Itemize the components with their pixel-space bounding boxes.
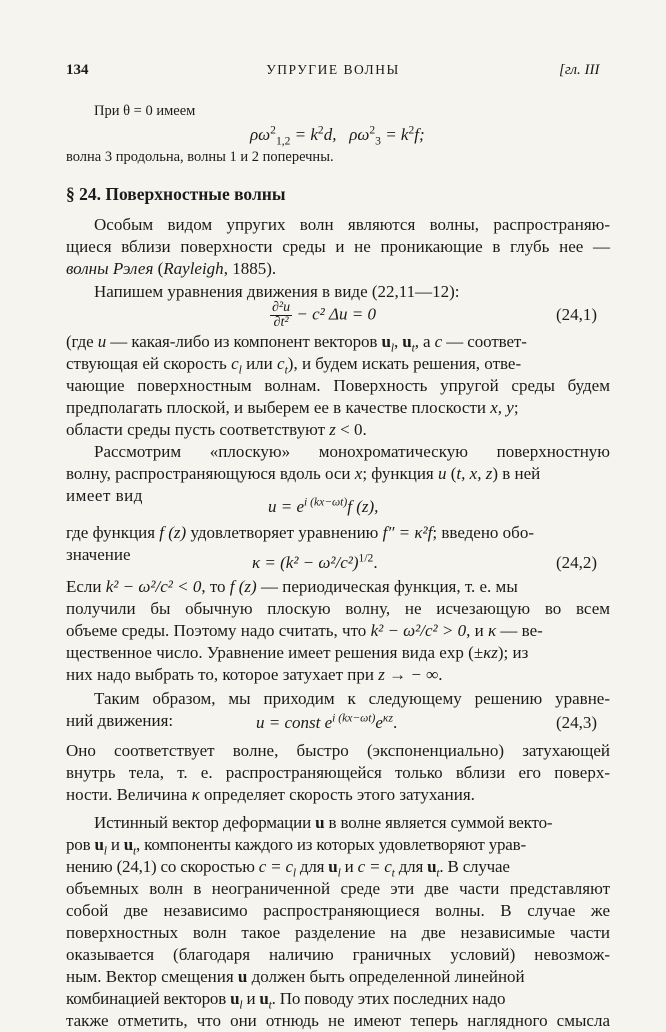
m: t [133,844,137,858]
m: κ = (k² − ω²/c²) [252,553,359,572]
t: , а [414,332,435,351]
t: комбинацией векторов [66,989,231,1008]
m: t [268,998,272,1012]
m: f (z) [159,523,187,542]
intro-line-3: волна 3 продольна, волны 1 и 2 поперечны. [66,149,334,165]
p1-line-3 [66,258,276,280]
p3-line-4 [66,397,519,419]
t: Если [66,577,106,596]
label-24-2: (24,2) [556,553,598,572]
rayleigh-latin: Rayleigh [163,259,224,278]
m: i (kx−ωt) [304,495,348,509]
t: ), и будем искать решения, отве- [287,354,522,373]
m: c [231,354,239,373]
p6-line-4 [66,642,528,664]
m: κ [191,785,200,804]
p9-line-8 [66,966,525,988]
t: — соответ- [442,332,527,351]
t: . [438,665,443,684]
p4-line-1: Рассмотрим «плоскую» монохроматическую поверхностную [94,442,610,461]
p3-line-1 [66,331,527,353]
p6-line-5 [66,664,442,686]
page-number: 134 [66,62,89,78]
m: t [436,866,440,880]
t: в волне является суммой векто- [324,813,553,832]
t: ности. Величина [66,785,192,804]
p9-line-5: собой две независимо распространяющиеся волны. В случае же [66,901,610,920]
t: ; функция [362,464,438,483]
t: . В случае [439,857,510,876]
t: . [373,553,378,572]
t: и [106,835,124,854]
m: f (z) [229,577,257,596]
running-header [0,60,666,84]
t: где функция [66,523,160,542]
m: l [390,341,394,355]
m: κz [382,711,393,725]
label-24-1: (24,1) [556,305,598,324]
intro-line-1: При θ = 0 имеем [94,103,196,119]
equation-24-2 [252,552,378,574]
t: . [392,713,398,732]
m: c = c [357,857,392,876]
partial-fraction [270,301,292,330]
p9-line-2 [66,834,526,856]
t: предполагать плоской, и выберем ее в качестве плоскости [66,398,491,417]
m: z → − ∞ [378,665,439,684]
t: и [340,857,358,876]
p4-line-3: имеет вид [66,486,143,505]
p8-line-3 [66,784,475,806]
m: κ [487,621,497,640]
equation-u-form [268,496,378,518]
eq-part-b-tail: f; [414,125,425,144]
m: f (z), [347,497,379,516]
rayleigh-russian: волны Рэлея [66,259,154,278]
p6-line-2: получили бы обычную плоскую волну, не исчезающую во всем [66,599,610,618]
t: ); из [497,643,529,662]
p5-line-2: значение [66,545,131,564]
equation-24-3 [256,712,397,734]
m: u [427,857,437,876]
t: волну, распространяющуюся вдоль оси [66,464,355,483]
chapter-label: [гл. III [559,62,600,78]
m: u [237,967,248,986]
eq-rho-2: ρω [349,125,370,144]
m: l [337,866,341,880]
m: u [123,835,134,854]
p7-line-1: Таким образом, мы приходим к следующему решению уравне- [94,689,610,708]
p7-line-2: ний движения: [66,711,174,730]
eq-sub-12: 1,2 [275,134,291,148]
t: должен быть определенной линейной [247,967,525,986]
p9-line-1 [94,812,552,834]
m: u = const e [256,713,333,732]
t: , и [466,621,488,640]
eq-rho-1: ρω [250,125,271,144]
t: удовлетворяет уравнению [186,523,383,542]
t: — периодическая функция, т. е. мы [256,577,518,596]
eq-24-1-rest: − c² Δu = 0 [292,304,376,324]
paren-open: ( [153,259,164,278]
p2-line-1: Напишем уравнения движения в виде (22,11—12): [94,282,460,301]
p3-line-3: чающие поверхностным волнам. Поверхность упругой среды будем [66,376,610,395]
m: x, y [490,398,514,417]
p9-line-7: оказывается (благодаря наличию граничных условий) невозмож- [66,945,610,964]
m: u [94,835,104,854]
t: ров [66,835,95,854]
m: x [354,464,363,483]
m: u [315,813,325,832]
p4-line-2 [66,463,540,485]
p9-line-4: объемных волн в неограниченной среде эти две части представляют [66,879,610,898]
m: c [434,332,443,351]
eq-space [336,125,349,144]
t: или [241,354,278,373]
eq-part-b: = k [380,125,409,144]
m: f″ = κ²f [382,523,433,542]
m: t [391,866,395,880]
eq-sub-3: 3 [375,134,381,148]
t: области среды пусть соответствуют [66,420,330,439]
m: t [411,341,415,355]
m: l [238,363,242,377]
section-title: § 24. Поверхностные волны [66,184,286,204]
t: определяет скорость этого затухания. [199,785,475,804]
t: . По поводу этих последних надо [271,989,506,1008]
t: и [242,989,260,1008]
t: (где [66,332,98,351]
t: для [295,857,329,876]
t: для [394,857,428,876]
m: l [292,866,296,880]
m: c [277,354,285,373]
m: ±κz [473,643,498,662]
m: t [284,363,288,377]
t: ) в ней [492,464,541,483]
t: < 0. [335,420,367,439]
m: i (kx−ωt) [332,711,376,725]
frac-denominator: ∂t² [273,315,289,330]
t: , компоненты каждого из которых удовлетворяют урав- [136,835,526,854]
t: нению (24,1) со скоростью [66,857,259,876]
t: , [393,332,403,351]
m: u [381,332,391,351]
t: них надо выбрать то, которое затухает при [66,665,379,684]
m: c = c [258,857,293,876]
m: u [259,989,269,1008]
m: k² − ω²/c² > 0 [370,621,467,640]
label-24-3: (24,3) [556,713,598,732]
p8-line-2: внутрь тела, т. е. распространяющейся только вблизи его поверх- [66,763,610,782]
p1-line-2: щиеся вблизи поверхности среды и не проникающие в глубь нее — [66,237,610,256]
p8-line-1: Оно соответствует волне, быстро (экспоненциально) затухающей [66,741,610,760]
intro-equation: $\rho\omega^2_{1,2} = k^2d$, $\rho\omega^2_3 = k^2f$; [250,123,425,148]
m: u [230,989,240,1008]
m: u [402,332,412,351]
m: l [103,844,107,858]
t: — какая-либо из компонент векторов [106,332,382,351]
t: , то [201,577,230,596]
p9-line-9 [66,988,505,1010]
p5-line-1 [66,522,534,544]
t: ( [446,464,457,483]
p3-line-2 [66,353,521,375]
t: — ве- [496,621,543,640]
p9-line-6: поверхностных волн такое разделение на две независимые части [66,923,610,942]
eq-part-a-tail: d, [323,125,337,144]
m: u [328,857,338,876]
t: Истинный вектор деформации [94,813,316,832]
p9-line-3 [66,856,510,878]
t: объеме среды. Поэтому надо считать, что [66,621,371,640]
p6-line-1 [66,576,518,598]
m: u [97,332,107,351]
m: z [329,420,336,439]
p1-line-1: Особым видом упругих волн являются волны, распространяю- [94,215,610,234]
running-title: УПРУГИЕ ВОЛНЫ [266,62,400,77]
t: ; [513,398,519,417]
m: t, x, z [456,464,493,483]
t: ; введено обо- [432,523,534,542]
m: u [438,464,447,483]
p6-line-3 [66,620,543,642]
p3-line-5 [66,419,367,441]
m: l [239,998,243,1012]
m: u = e [268,497,305,516]
t: щественное число. Уравнение имеет решения вида exp ( [66,643,474,662]
eq-part-a: = k [290,125,318,144]
m: e [375,713,383,732]
t: ным. Вектор смещения [66,967,238,986]
frac-numerator: ∂²u [272,300,291,315]
rayleigh-year: , 1885). [223,259,277,278]
equation-24-1 [270,301,376,330]
m: k² − ω²/c² < 0 [105,577,202,596]
t: ствующая ей скорость [66,354,232,373]
m: 1/2 [358,551,374,565]
p9-line-10: также отметить, что они отнюдь не имеют теперь наглядного смысла [66,1011,610,1030]
